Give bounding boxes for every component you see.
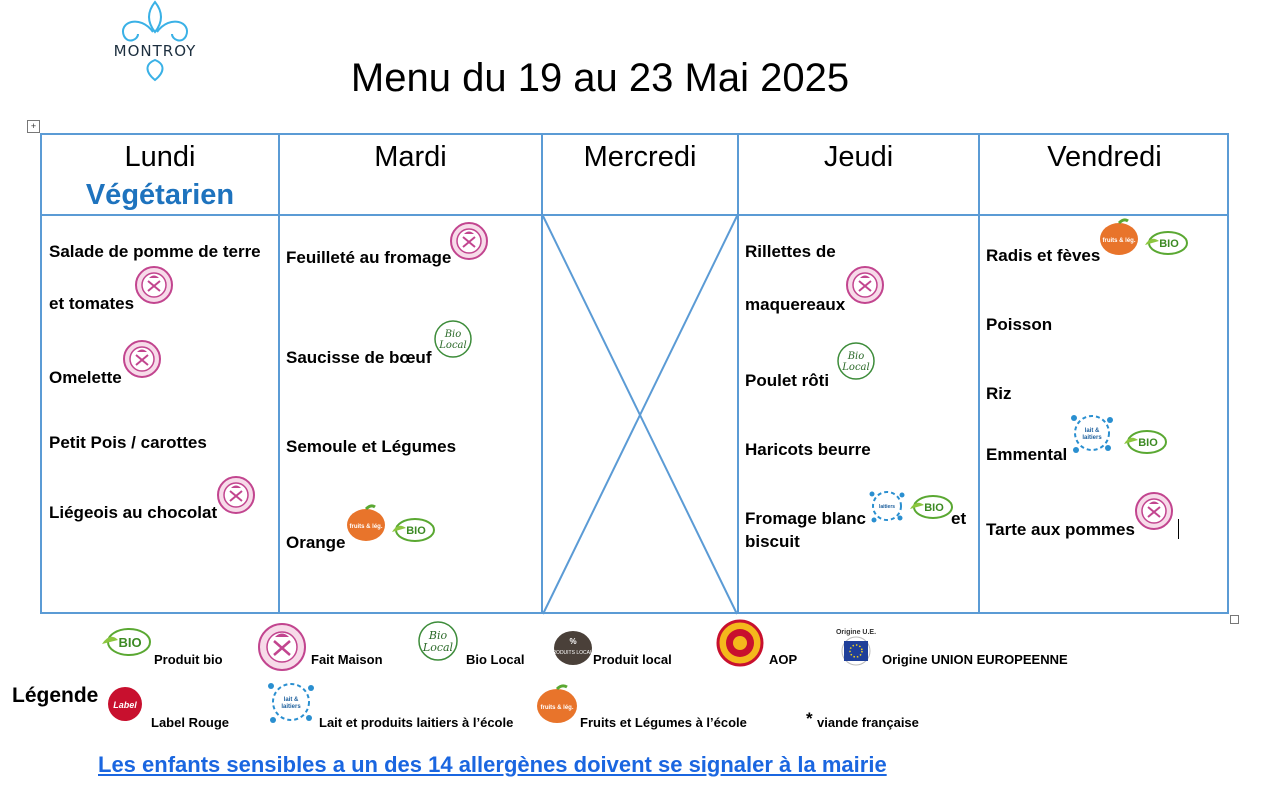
fait-maison-icon [846,266,884,304]
menu-item: Fromage blanc [745,509,866,528]
text-cursor [1178,519,1179,539]
fait-maison-icon [135,266,173,304]
header-mercredi: Mercredi [583,141,697,173]
svg-text:Label: Label [113,700,137,710]
menu-item: Liégeois au chocolat [49,503,218,522]
header-mardi: Mardi [374,141,447,173]
svg-text:Bio: Bio [847,351,865,362]
legend-label: Fruits et Légumes à l’école [580,715,747,730]
bio-local-icon [836,341,876,381]
header-lundi: Lundi [124,141,196,173]
bio-local-icon [417,620,459,662]
fruits-legumes-icon [535,684,579,724]
menu-item: Emmental [986,445,1068,464]
fruits-legumes-icon [345,504,387,542]
bio-icon [1143,229,1189,257]
menu-item: Haricots beurre [745,440,871,459]
column-divider [978,135,980,612]
bio-local-icon [433,319,473,359]
svg-text:%: % [569,637,577,646]
svg-text:fruits & lég.: fruits & lég. [349,524,383,530]
aop-icon [712,620,768,666]
legend-label: Produit local [593,652,672,667]
menu-item: Riz [986,384,1012,403]
allergy-notice-link[interactable]: Les enfants sensibles a un des 14 allergènes doivent se signaler à la mairie [98,752,887,777]
menu-item: Feuilleté au fromage [286,248,452,267]
logo-text: MONTROY [113,42,197,60]
menu-item: Saucisse de bœuf [286,348,432,367]
menu-item: biscuit [745,532,800,551]
fruits-legumes-icon [1098,218,1140,256]
svg-text:laitiers: laitiers [878,504,896,510]
menu-item: et tomates [49,294,135,313]
fait-maison-icon [450,222,488,260]
page-title: Menu du 19 au 23 Mai 2025 [350,56,850,100]
lait-ecole-icon [1066,408,1118,458]
menu-item: et [951,509,967,528]
column-divider [278,135,280,612]
menu-table [40,133,1229,614]
header-jeudi: Jeudi [823,141,894,173]
menu-item: Tarte aux pommes [986,520,1135,539]
legend-title: Légende [12,684,99,707]
origine-ue-icon [832,626,880,666]
lait-ecole-icon [866,486,908,526]
legend-label: Origine UNION EUROPEENNE [882,652,1068,667]
fait-maison-icon [123,340,161,378]
svg-text:Local: Local [439,340,467,351]
legend-label: AOP [769,652,798,667]
lait-ecole-icon [263,676,319,728]
svg-text:BIO: BIO [118,635,142,650]
bio-icon [1122,428,1168,456]
svg-text:laitiers: laitiers [281,704,301,710]
fait-maison-icon [1135,492,1173,530]
svg-text:fruits & lég.: fruits & lég. [540,705,574,711]
svg-text:Bio: Bio [444,329,462,340]
column-divider [737,135,739,612]
bio-icon [908,493,954,521]
svg-text:lait &: lait & [283,697,299,703]
fait-maison-icon [257,622,307,672]
bio-icon [390,516,436,544]
asterisk: * [806,709,813,728]
menu-item: Rillettes de [745,242,836,261]
produit-local-icon [549,630,597,666]
svg-text:PRODUITS LOCAUX: PRODUITS LOCAUX [549,650,597,656]
label-rouge-icon [100,684,150,724]
menu-item: Orange [286,533,346,552]
svg-text:Local: Local [842,362,870,373]
legend-label: Produit bio [154,652,223,667]
legend-label: Label Rouge [151,715,230,730]
svg-text:fruits & lég.: fruits & lég. [1102,238,1136,244]
menu-item: Poisson [986,315,1053,334]
menu-item: Omelette [49,368,122,387]
bio-icon [100,626,152,658]
header-vendredi: Vendredi [1047,141,1162,173]
table-resize-handle[interactable] [1230,615,1239,624]
svg-text:BIO: BIO [1159,238,1179,250]
svg-text:lait &: lait & [1084,428,1100,434]
legend-label: Fait Maison [311,652,383,667]
menu-item: Semoule et Légumes [286,437,457,456]
legend-label: Lait et produits laitiers à l’école [319,715,514,730]
svg-text:Origine U.E.: Origine U.E. [835,629,877,636]
svg-text:BIO: BIO [406,525,426,537]
menu-item: Petit Pois / carottes [49,433,207,452]
menu-item: maquereaux [745,295,846,314]
fait-maison-icon [217,476,255,514]
menu-item: Radis et fèves [986,246,1101,265]
svg-text:BIO: BIO [1138,437,1158,449]
menu-item: Salade de pomme de terre [49,242,261,261]
table-move-handle[interactable]: + [27,120,40,133]
legend-label: Bio Local [466,652,525,667]
svg-text:Local: Local [422,641,454,654]
closed-day-cross [543,216,737,614]
svg-text:Bio: Bio [428,629,448,642]
legend-label: viande française [817,715,919,730]
vegetarian-label: Végétarien [85,179,235,211]
svg-text:laitiers: laitiers [1082,435,1102,441]
svg-text:BIO: BIO [924,502,944,514]
menu-item: Poulet rôti [745,371,830,390]
